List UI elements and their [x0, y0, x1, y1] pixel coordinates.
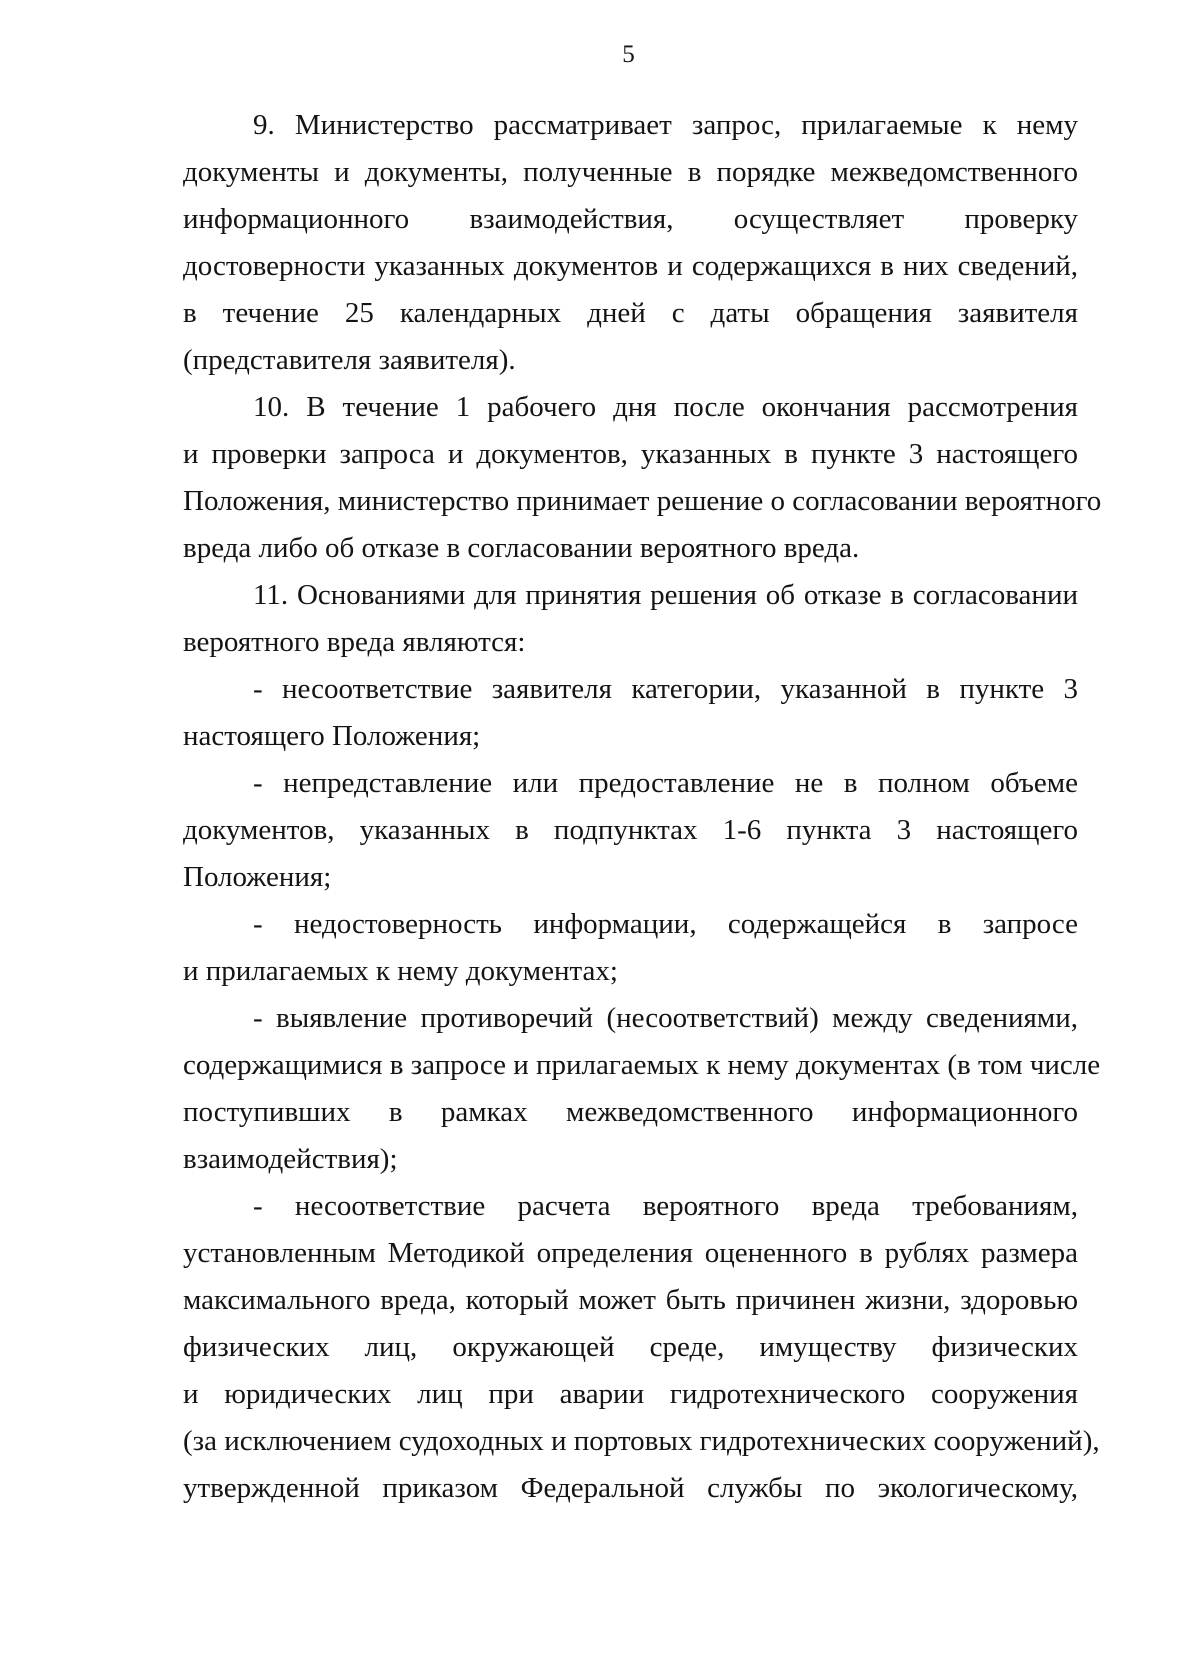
text-line: - несоответствие расчета вероятного вреда требованиям,: [253, 1190, 1078, 1222]
text-line: - несоответствие заявителя категории, указанной в пункте 3: [253, 673, 1078, 705]
document-body: [183, 102, 1102, 1512]
text-line: - недостоверность информации, содержащейся в запросе: [253, 908, 1078, 940]
text-line: документов, указанных в подпунктах 1-6 пункта 3 настоящего: [183, 814, 1078, 846]
text-line: и проверки запроса и документов, указанных в пункте 3 настоящего: [183, 438, 1078, 470]
text-line: Положения;: [183, 861, 332, 893]
list-item: [183, 995, 1101, 1183]
text-line: содержащимися в запросе и прилагаемых к нему документах (в том числе: [183, 1049, 1101, 1081]
paragraph-11: [183, 572, 1078, 666]
text-line: физических лиц, окружающей среде, имуществу физических: [183, 1331, 1078, 1363]
text-line: 10. В течение 1 рабочего дня после окончания рассмотрения: [253, 391, 1078, 423]
text-line: вреда либо об отказе в согласовании вероятного вреда.: [183, 532, 860, 564]
list-item: [183, 760, 1078, 901]
text-line: настоящего Положения;: [183, 720, 481, 752]
text-line: Положения, министерство принимает решение о согласовании вероятного: [183, 485, 1102, 517]
text-line: (за исключением судоходных и портовых гидротехнических сооружений),: [183, 1425, 1100, 1457]
text-line: утвержденной приказом Федеральной службы по экологическому,: [183, 1472, 1078, 1504]
text-line: взаимодействия);: [183, 1143, 398, 1175]
text-line: 9. Министерство рассматривает запрос, прилагаемые к нему: [253, 109, 1078, 141]
text-line: установленным Методикой определения оцененного в рублях размера: [183, 1237, 1078, 1269]
paragraph-9: [183, 102, 1078, 384]
text-line: документы и документы, полученные в порядке межведомственного: [183, 156, 1078, 188]
text-line: максимального вреда, который может быть причинен жизни, здоровью: [183, 1284, 1078, 1316]
text-line: достоверности указанных документов и содержащихся в них сведений,: [183, 250, 1078, 282]
paragraph-10: [183, 384, 1102, 572]
text-line: - выявление противоречий (несоответствий) между сведениями,: [253, 1002, 1078, 1034]
text-line: поступивших в рамках межведомственного информационного: [183, 1096, 1078, 1128]
list-item: [183, 1183, 1100, 1512]
text-line: информационного взаимодействия, осуществляет проверку: [183, 203, 1078, 235]
list-item: [183, 666, 1078, 760]
text-line: вероятного вреда являются:: [183, 626, 526, 658]
text-line: и юридических лиц при аварии гидротехнического сооружения: [183, 1378, 1078, 1410]
text-line: 11. Основаниями для принятия решения об отказе в согласовании: [253, 579, 1078, 611]
page-number: 5: [622, 41, 635, 68]
list-item: [183, 901, 1078, 995]
text-line: и прилагаемых к нему документах;: [183, 955, 618, 987]
text-line: - непредставление или предоставление не в полном объеме: [253, 767, 1078, 799]
text-line: в течение 25 календарных дней с даты обращения заявителя: [183, 297, 1078, 329]
text-line: (представителя заявителя).: [183, 344, 516, 376]
